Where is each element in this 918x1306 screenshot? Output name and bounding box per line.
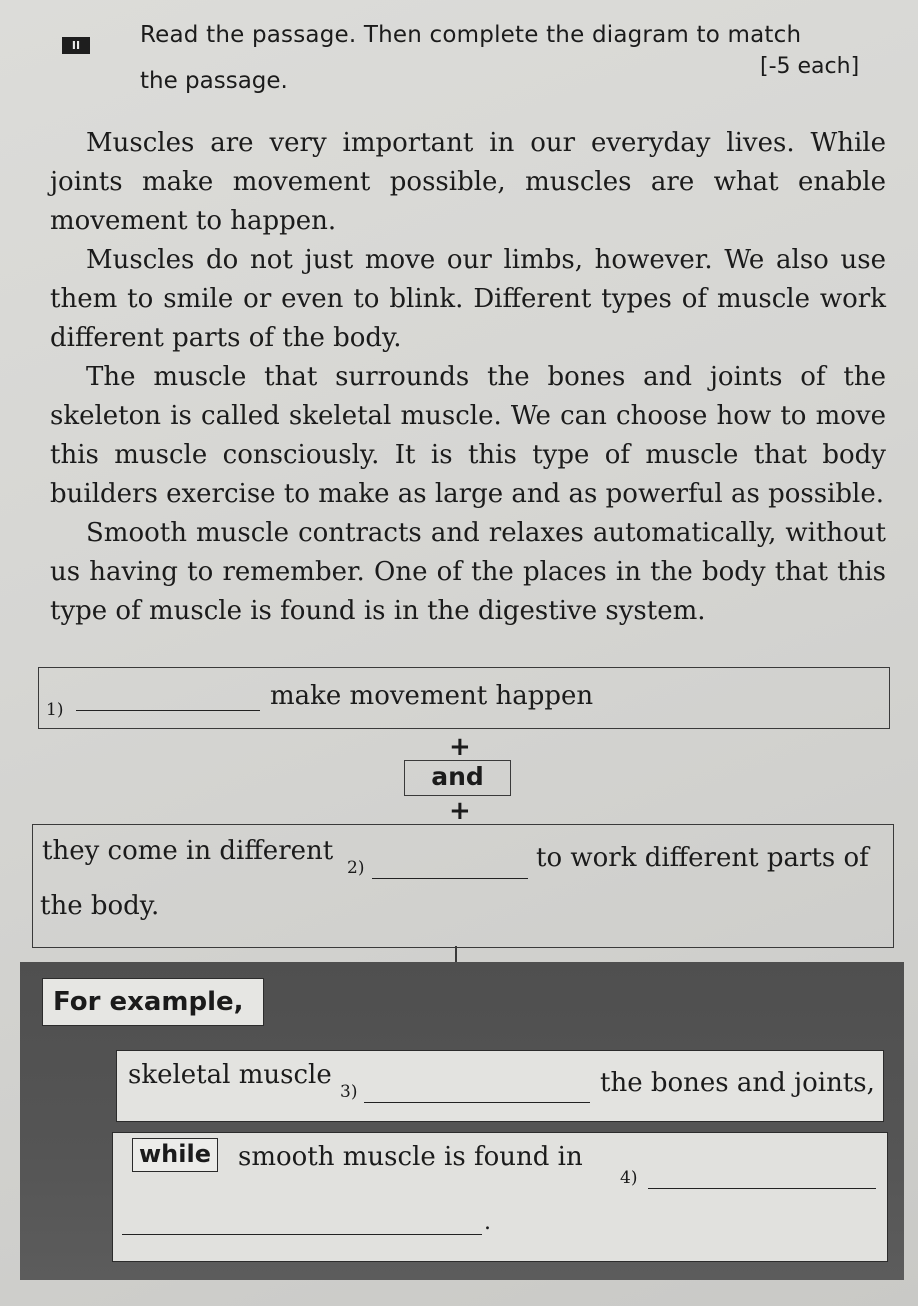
passage-paragraph-1: Muscles are very important in our everyday lives. While joints make movement possible, muscles are what enable movement to happen. <box>50 128 886 236</box>
blank-3-number: 3) <box>340 1082 358 1102</box>
plus-symbol-1: + <box>449 732 471 762</box>
passage-paragraph-3: The muscle that surrounds the bones and joints of the skeleton is called skeletal muscle. We can choose how to move this muscle consciously. It is this type of muscle that body builders exercise to make as large and as powerful as possible. <box>50 362 886 509</box>
and-connector: and <box>404 760 511 796</box>
blank-1-number: 1) <box>46 700 64 720</box>
item-2-text-before: they come in different <box>42 836 334 866</box>
instruction-text-line1: Read the passage. Then complete the diagram to match <box>140 22 802 48</box>
blank-2-input[interactable] <box>372 852 528 879</box>
instruction-text-line2: the passage. <box>140 68 288 94</box>
blank-4-input-part2[interactable] <box>122 1210 482 1235</box>
passage-paragraph-2: Muscles do not just move our limbs, however. We also use them to smile or even to blink. Different types of muscle work different parts of the body. <box>50 245 886 353</box>
blank-3-input[interactable] <box>364 1076 590 1103</box>
reading-passage <box>50 124 886 631</box>
blank-2-number: 2) <box>347 858 365 878</box>
item-1-text: make movement happen <box>270 681 594 711</box>
blank-4-input-part1[interactable] <box>648 1162 876 1189</box>
section-number-badge: II <box>62 37 90 54</box>
blank-1-input[interactable] <box>76 686 260 711</box>
while-label: while <box>132 1138 218 1172</box>
example-label: For example, <box>42 978 264 1026</box>
item-4-text-before: smooth muscle is found in <box>238 1142 583 1172</box>
item-3-text-before: skeletal muscle <box>128 1060 332 1090</box>
item-2-text-after: to work different parts of <box>536 843 869 873</box>
passage-paragraph-4: Smooth muscle contracts and relaxes automatically, without us having to remember. One of the places in the body that this type of muscle is found is in the digestive system. <box>50 518 886 626</box>
blank-4-number: 4) <box>620 1168 638 1188</box>
item-3-text-after: the bones and joints, <box>600 1068 875 1098</box>
plus-symbol-2: + <box>449 796 471 826</box>
points-label: [-5 each] <box>760 54 860 79</box>
item-2-text-line2: the body. <box>40 891 160 921</box>
item-4-end-punctuation: . <box>484 1210 491 1235</box>
